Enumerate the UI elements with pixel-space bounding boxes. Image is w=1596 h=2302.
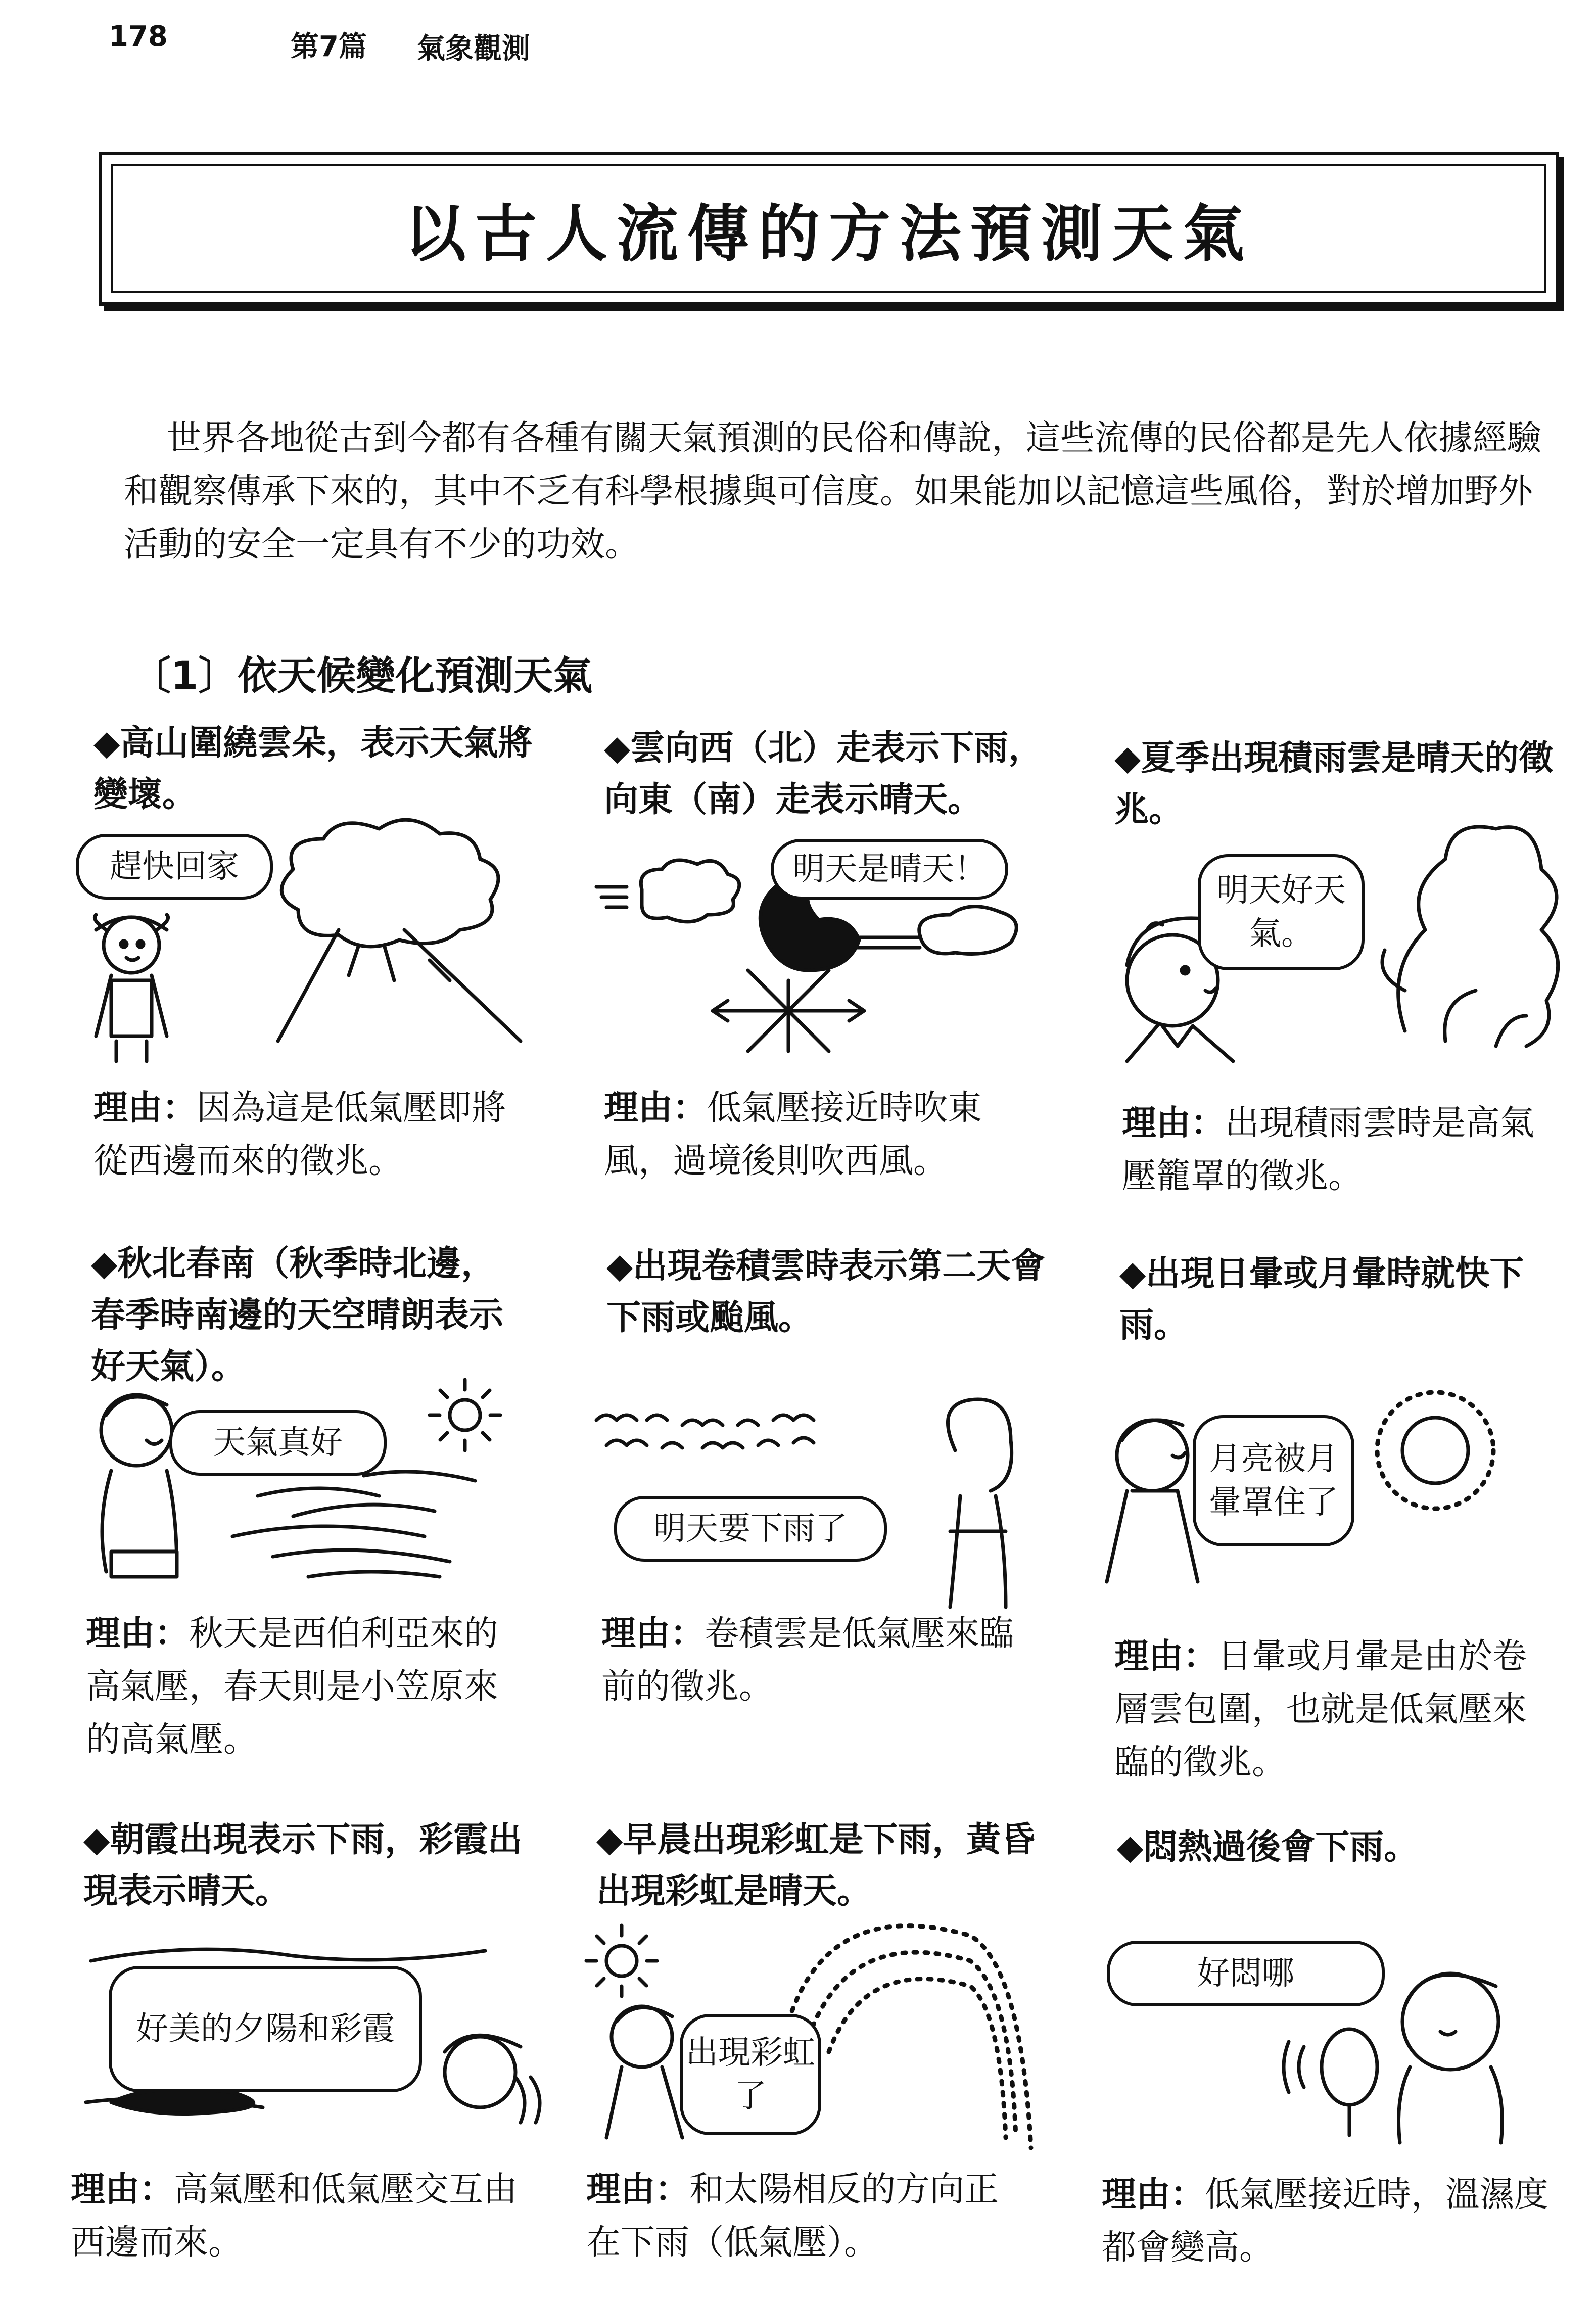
item-3-heading: ◆夏季出現積雨雲是晴天的徵兆。 bbox=[1114, 738, 1554, 830]
reason-text: 高氣壓和低氣壓交互由西邊而來。 bbox=[71, 2170, 518, 2263]
item-3-reason bbox=[1122, 1097, 1562, 1203]
reason-label: 理由： bbox=[93, 1088, 197, 1128]
reason-label: 理由： bbox=[586, 2170, 690, 2210]
reason-label: 理由： bbox=[1102, 2175, 1205, 2215]
item-5-heading: ◆出現卷積雲時表示第二天會下雨或颱風。 bbox=[606, 1246, 1046, 1338]
speech-bubble-7: 好美的夕陽和彩霞 bbox=[109, 1966, 422, 2092]
speech-bubble-8: 出現彩虹了 bbox=[680, 2014, 821, 2135]
page-title: 以古人流傳的方法預測天氣 bbox=[404, 198, 1253, 270]
reason-label: 理由： bbox=[1122, 1103, 1226, 1143]
reason-label: 理由： bbox=[604, 1088, 708, 1128]
reason-text: 日暈或月暈是由於卷層雲包圍，也就是低氣壓來臨的徵兆。 bbox=[1114, 1636, 1527, 1782]
item-4-reason bbox=[86, 1607, 531, 1766]
reason-text: 低氣壓接近時吹東風，過境後則吹西風。 bbox=[604, 1088, 982, 1181]
item-2-reason bbox=[604, 1082, 1049, 1188]
intro-paragraph: 世界各地從古到今都有各種有關天氣預測的民俗和傳說，這些流傳的民俗都是先人依據經驗和觀察傳承下來的，其中不乏有科學根據與可信度。如果能加以記憶這些風俗，對於增加野外活動的安全一定具有不少的功效。 bbox=[124, 418, 1542, 565]
reason-text: 低氣壓接近時，溫濕度都會變高。 bbox=[1102, 2175, 1549, 2268]
speech-bubble-3: 明天好天氣。 bbox=[1198, 854, 1365, 970]
item-4-heading: ◆秋北春南（秋季時北邊，春季時南邊的天空晴朗表示好天氣）。 bbox=[91, 1244, 504, 1387]
item-8-heading: ◆早晨出現彩虹是下雨，黃昏出現彩虹是晴天。 bbox=[596, 1820, 1036, 1911]
page-number: 178 bbox=[109, 20, 168, 53]
item-9-heading: ◆悶熱過後會下雨。 bbox=[1117, 1827, 1419, 1867]
speech-bubble-1: 趕快回家 bbox=[76, 834, 273, 900]
reason-label: 理由： bbox=[1114, 1636, 1218, 1676]
chapter-label: 第7篇 bbox=[291, 30, 367, 63]
speech-bubble-5: 明天要下雨了 bbox=[614, 1496, 887, 1562]
item-5-reason bbox=[601, 1607, 1046, 1713]
item-7-heading: ◆朝霞出現表示下雨，彩霞出現表示晴天。 bbox=[83, 1820, 523, 1911]
reason-text: 卷積雲是低氣壓來臨前的徵兆。 bbox=[601, 1614, 1014, 1707]
title-inner-frame bbox=[111, 164, 1546, 293]
item-8-reason bbox=[586, 2163, 1031, 2269]
reason-label: 理由： bbox=[71, 2170, 174, 2210]
reason-text: 和太陽相反的方向正在下雨（低氣壓）。 bbox=[586, 2170, 999, 2263]
speech-bubble-2: 明天是晴天！ bbox=[771, 839, 1008, 900]
section-label: 氣象觀測 bbox=[417, 32, 530, 65]
speech-bubble-9: 好悶哪 bbox=[1107, 1941, 1385, 2006]
title-box bbox=[99, 152, 1559, 306]
reason-label: 理由： bbox=[601, 1614, 705, 1654]
item-1-heading: ◆高山圍繞雲朵，表示天氣將變壞。 bbox=[93, 723, 533, 815]
speech-bubble-4: 天氣真好 bbox=[169, 1410, 387, 1476]
item-6-heading: ◆出現日暈或月暈時就快下雨。 bbox=[1119, 1254, 1524, 1345]
section-title: 〔1〕依天候變化預測天氣 bbox=[131, 653, 593, 699]
item-9-reason bbox=[1102, 2168, 1557, 2274]
speech-bubble-6: 月亮被月暈罩住了 bbox=[1193, 1415, 1354, 1546]
item-7-reason bbox=[71, 2163, 526, 2269]
reason-text: 秋天是西伯利亞來的高氣壓，春天則是小笠原來的高氣壓。 bbox=[86, 1614, 499, 1760]
item-1-reason bbox=[93, 1082, 538, 1188]
reason-text: 因為這是低氣壓即將從西邊而來的徵兆。 bbox=[93, 1088, 506, 1181]
reason-text: 出現積雨雲時是高氣壓籠罩的徵兆。 bbox=[1122, 1103, 1535, 1196]
item-2-heading: ◆雲向西（北）走表示下雨，向東（南）走表示晴天。 bbox=[604, 728, 1043, 820]
reason-label: 理由： bbox=[86, 1614, 190, 1654]
item-6-reason bbox=[1114, 1630, 1559, 1789]
